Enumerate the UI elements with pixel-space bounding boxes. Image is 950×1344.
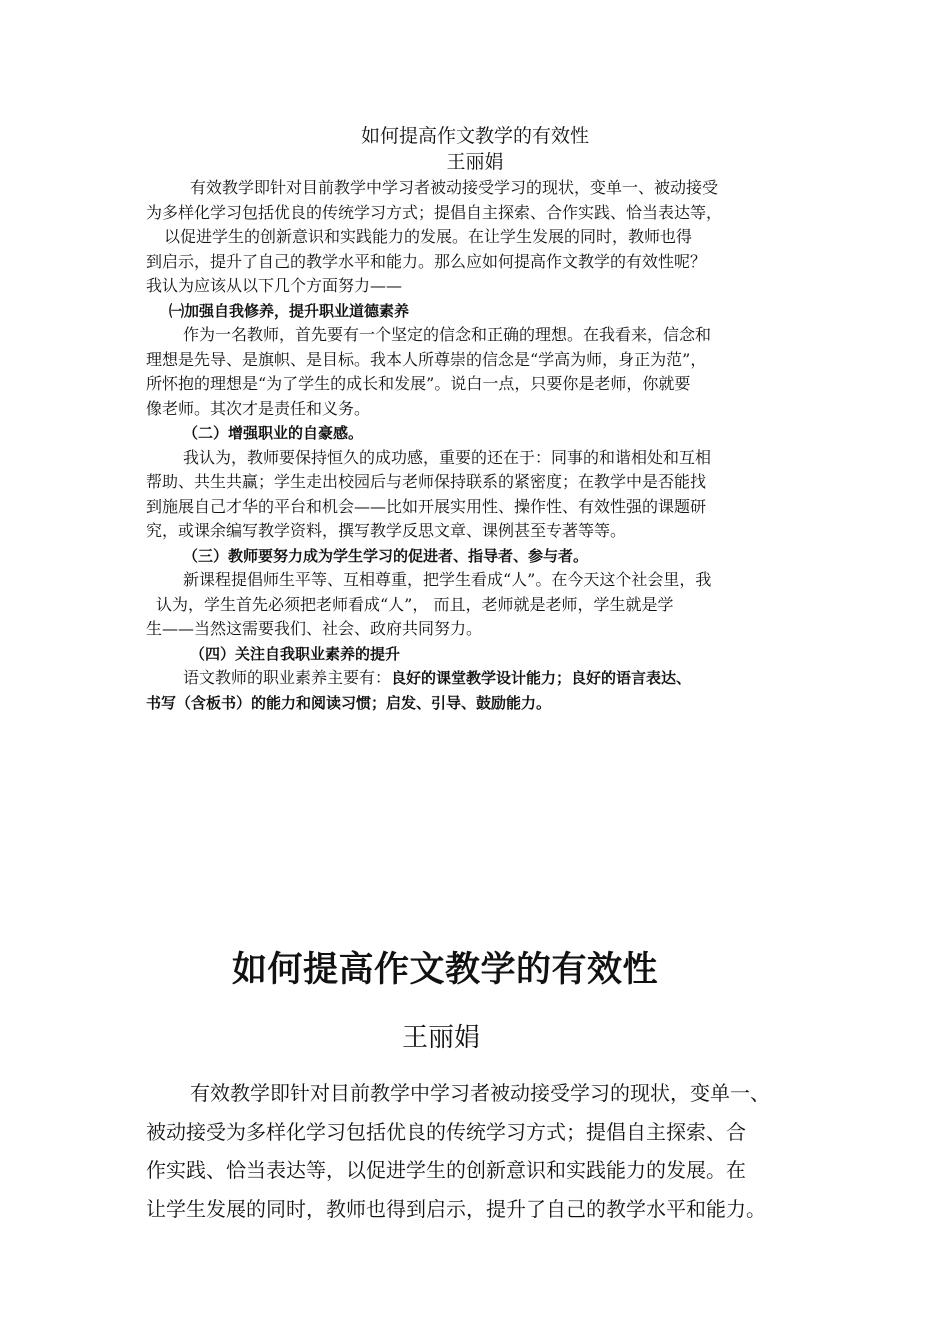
intro-line: 为多样化学习包括优良的传统学习方式；提倡自主探索、合作实践、恰当表达等，	[146, 202, 723, 222]
paragraph-line	[146, 666, 826, 691]
paragraph-line: 新课程提倡师生平等、互相尊重，把学生看成“人”。在今天这个社会里，我	[183, 570, 712, 589]
doc-author: 王丽娟	[446, 151, 504, 173]
emphasis-text: 良好的课堂教学设计能力；良好的语言表达、	[391, 669, 692, 687]
paragraph-line: 我认为，教师要保持恒久的成功感，重要的还在于：同事的和谐相处和互相	[183, 447, 712, 467]
doc-author-large: 王丽娟	[402, 1023, 481, 1053]
paragraph-line: 到施展自己才华的平台和机会——比如开展实用性、操作性、有效性强的课题研	[146, 496, 707, 516]
intro-line: 以促进学生的创新意识和实践能力的发展。在让学生发展的同时，教师也得	[164, 227, 693, 246]
paragraph-line: 生——当然这需要我们、社会、政府共同努力。	[146, 619, 483, 638]
intro-line: 到启示，提升了自己的教学水平和能力。那么应如何提高作文教学的有效性呢？	[146, 251, 707, 271]
section-heading: （四）关注自我职业素养的提升	[190, 644, 401, 663]
intro-line: 有效教学即针对目前教学中学习者被动接受学习的现状，变单一、被动接受	[190, 178, 719, 197]
paragraph-line: 作为一名教师，首先要有一个坚定的信念和正确的理想。在我看来，信念和	[183, 325, 712, 344]
doc-body-large	[146, 1074, 836, 1228]
paragraph-line: 像老师。其次才是责任和义务。	[146, 398, 371, 418]
section-heading: ㈠加强自我修养，提升职业道德素养	[169, 301, 410, 320]
doc-body	[146, 176, 826, 715]
doc-title-large: 如何提高作文教学的有效性	[232, 949, 659, 990]
paragraph-line: 所怀抱的理想是“为了学生的成长和发展”。说白一点，只要你是老师，你就要	[146, 374, 691, 393]
emphasis-line: 书写（含板书）的能力和阅读习惯；启发、引导、鼓励能力。	[146, 693, 552, 712]
doc-title: 如何提高作文教学的有效性	[360, 125, 589, 147]
paragraph-line: 理想是先导、是旗帜、是目标。我本人所尊崇的信念是“学高为师，身正为范”，	[146, 349, 707, 369]
paragraph-line: 帮助、共生共赢；学生走出校园后与老师保持联系的紧密度；在教学中是否能找	[146, 472, 707, 491]
intro-line: 我认为应该从以下几个方面努力——	[146, 276, 403, 295]
section-heading: （三）教师要努力成为学生学习的促进者、指导者、参与者。	[183, 546, 589, 565]
paragraph-line: 究，或课余编写教学资料，撰写教学反思文章、课例甚至专著等等。	[146, 521, 627, 540]
section-heading: （二）增强职业的自豪感。	[183, 424, 364, 442]
paragraph-text: 语文教师的职业素养主要有：	[183, 668, 392, 687]
intro-line: 让学生发展的同时，教师也得到启示，提升了自己的教学水平和能力。	[146, 1196, 766, 1221]
intro-line: 作实践、恰当表达等，以促进学生的创新意识和实践能力的发展。在	[146, 1158, 746, 1182]
intro-line: 有效教学即针对目前教学中学习者被动接受学习的现状，变单一、	[190, 1081, 770, 1105]
intro-line: 被动接受为多样化学习包括优良的传统学习方式；提倡自主探索、合	[146, 1119, 746, 1144]
paragraph-line: 认为，学生首先必须把老师看成“人”， 而且，老师就是老师，学生就是学	[156, 594, 674, 614]
